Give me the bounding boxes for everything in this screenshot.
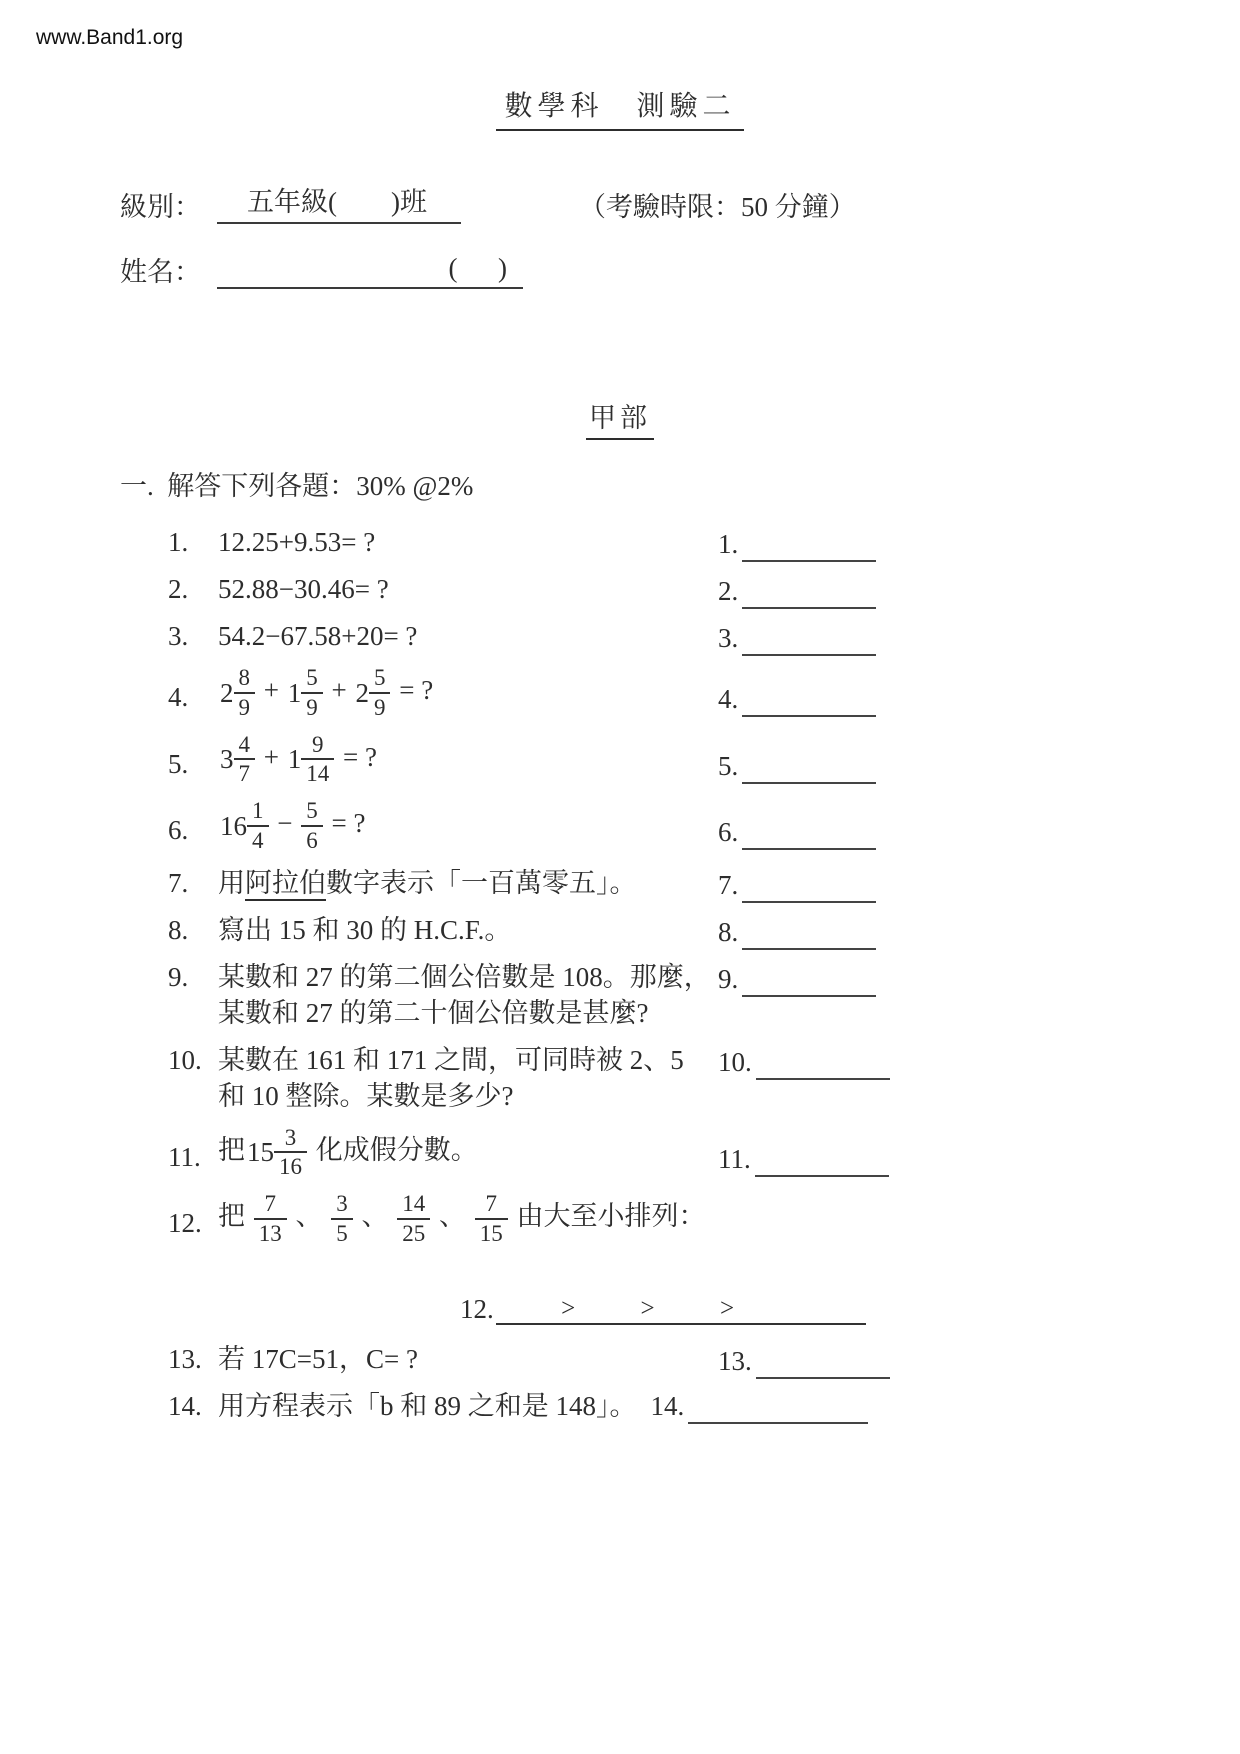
denominator: 6 [301, 825, 323, 854]
fraction-stack [234, 665, 256, 721]
question-row [120, 732, 1000, 788]
question-line [218, 665, 433, 721]
question-number: 11. [168, 1141, 201, 1172]
student-info-form [120, 180, 1120, 289]
question-number: 5. [168, 748, 189, 779]
answer-number: 3. [718, 623, 739, 653]
question-line [218, 1191, 706, 1247]
denominator: 14 [301, 758, 334, 787]
question-text: 12.25+9.53= ? [218, 527, 376, 557]
answer-blank [718, 748, 876, 784]
numerator: 4 [238, 731, 250, 757]
greater-than-sign: > [719, 1294, 735, 1322]
fraction [288, 665, 323, 721]
answer-line [742, 577, 876, 609]
fraction-stack [274, 1125, 307, 1181]
question-number: 14. [168, 1390, 202, 1421]
question-text: 若 17C=51，C= ? [218, 1343, 418, 1374]
numerator: 5 [306, 798, 318, 823]
question-body [218, 524, 375, 560]
question-number: 10. [168, 1044, 202, 1075]
question-text: 54.2−67.58+20= ? [218, 621, 418, 651]
question-line [218, 798, 365, 854]
question-text: 某數和 27 的第二個公倍數是 108。那麼， [218, 961, 711, 992]
question-row [120, 912, 1000, 948]
answer-number: 8. [718, 916, 739, 947]
answer-blank [718, 914, 876, 950]
question-row [120, 1125, 1000, 1181]
question-body [218, 1191, 706, 1247]
q12-answer-label: 12. [460, 1293, 494, 1324]
page-title: 數學科 測驗二 [496, 91, 743, 131]
whole-number: 2 [355, 677, 369, 708]
answer-number: 2. [718, 576, 739, 606]
question-number: 4. [168, 682, 189, 712]
numerator: 3 [284, 1124, 297, 1150]
answer-line [742, 818, 876, 850]
question-text: + [257, 674, 286, 705]
fraction [220, 798, 269, 854]
numerator: 3 [336, 1191, 348, 1216]
question-text: 和 10 整除。某數是多少? [218, 1080, 514, 1111]
answer-number: 1. [718, 529, 739, 559]
question-text: 某數和 27 的第二十個公倍數是甚麼? [218, 997, 649, 1028]
questions-list [120, 524, 1000, 1247]
fraction-stack [234, 732, 256, 788]
question-body [218, 959, 711, 1031]
question-text: = ? [324, 807, 366, 838]
fraction [220, 732, 255, 788]
answer-number: 9. [718, 963, 739, 994]
whole-number: 1 [287, 744, 302, 775]
question-line [218, 995, 711, 1031]
fraction-stack [397, 1191, 430, 1247]
whole-number: 1 [287, 677, 302, 708]
questions-list-tail [120, 1341, 1000, 1424]
question-body [218, 865, 637, 901]
question-text: = ? [392, 674, 434, 705]
answer-line [755, 1145, 889, 1177]
class-field-value: 五年級( )班 [247, 187, 427, 217]
question-row [120, 798, 1000, 854]
denominator: 5 [331, 1218, 353, 1247]
question-number: 8. [168, 914, 189, 945]
fraction [355, 665, 390, 721]
fraction [220, 665, 255, 721]
question-text: 用方程表示「b 和 89 之和是 148」。 [218, 1390, 637, 1421]
whole-number: 2 [220, 677, 234, 708]
answer-number: 13. [718, 1345, 752, 1376]
fraction [254, 1191, 287, 1247]
denominator: 9 [234, 692, 256, 721]
whole-number: 15 [247, 1137, 274, 1168]
question-row [120, 618, 1000, 654]
question-row [120, 524, 1000, 560]
answer-number: 14. [650, 1390, 685, 1421]
question-body [218, 1125, 478, 1181]
question-line [218, 959, 711, 995]
answer-line [742, 624, 876, 656]
question-text: − [270, 807, 300, 838]
answer-line [742, 871, 876, 903]
answer-line [742, 752, 876, 784]
question-number: 2. [168, 574, 189, 604]
denominator: 15 [475, 1218, 508, 1247]
numerator: 7 [264, 1191, 276, 1216]
fraction [475, 1191, 508, 1247]
answer-blank [718, 681, 876, 717]
answer-line [756, 1347, 890, 1379]
answer-number: 7. [718, 869, 739, 900]
answer-line [742, 685, 876, 717]
answer-blank [718, 867, 876, 903]
fraction [397, 1191, 430, 1247]
answer-number: 6. [718, 817, 739, 847]
answer-number: 10. [718, 1046, 752, 1077]
answer-line [688, 1392, 868, 1424]
question-line [218, 1341, 418, 1377]
fraction-stack [475, 1191, 508, 1247]
greater-than-sign: > [640, 1294, 655, 1322]
time-limit-note: （考驗時限：50 分鐘） [578, 192, 856, 222]
q12-answer-line [496, 1289, 866, 1325]
question-row [120, 1341, 1000, 1377]
question-line [218, 1042, 684, 1078]
question-body [218, 618, 417, 654]
answer-blank [718, 961, 876, 997]
answer-blank [718, 620, 876, 656]
question-text: 某數在 161 和 171 之間，可同時被 2、5 [218, 1044, 684, 1075]
fraction-stack [247, 798, 269, 854]
question-line [218, 1078, 684, 1114]
answer-blank [718, 814, 876, 850]
question-line [218, 524, 375, 560]
question-number: 9. [168, 961, 189, 992]
answer-blank [718, 1141, 889, 1177]
question-text: 把 [218, 1200, 252, 1231]
question-text: 52.88−30.46= ? [218, 574, 389, 604]
question-text: 用 [218, 867, 245, 898]
answer-line [742, 530, 876, 562]
fraction [288, 732, 335, 788]
question-line [218, 618, 417, 654]
question-body [218, 1388, 868, 1424]
question-row [120, 1388, 1000, 1424]
fraction-stack [301, 798, 323, 854]
numerator: 1 [252, 798, 264, 823]
question-text: 寫出 15 和 30 的 H.C.F.。 [218, 914, 512, 945]
questions-area [120, 524, 1000, 1435]
denominator: 16 [274, 1151, 307, 1180]
question-body [218, 732, 377, 788]
question-body [218, 1341, 418, 1377]
whole-number: 3 [220, 744, 234, 775]
section-title: 甲部 [586, 403, 654, 440]
q12-answer-row [460, 1289, 1000, 1325]
name-field-parens: ( ) [448, 253, 507, 283]
fraction-stack [301, 665, 323, 721]
question-row [120, 665, 1000, 721]
question-number: 1. [168, 527, 189, 557]
numerator: 5 [306, 665, 318, 690]
question-number: 3. [168, 621, 189, 651]
question-body [218, 798, 365, 854]
numerator: 9 [311, 731, 324, 757]
class-label: 級別： [120, 192, 201, 222]
question-text: 、 [354, 1200, 396, 1231]
denominator: 9 [369, 692, 391, 721]
answer-number: 4. [718, 684, 739, 714]
question-row [120, 571, 1000, 607]
class-field [217, 180, 461, 224]
question-row [120, 1042, 1000, 1114]
question-number: 7. [168, 867, 189, 898]
question-body [218, 665, 433, 721]
question-text: 由大至小排列： [509, 1200, 706, 1231]
answer-number: 5. [718, 750, 739, 781]
question-row [120, 865, 1000, 901]
title-row [0, 84, 1240, 124]
answer-line [756, 1048, 890, 1080]
answer-blank [718, 573, 876, 609]
section-title-row [0, 396, 1240, 435]
question-row [120, 1191, 1000, 1247]
question-line [218, 732, 377, 788]
site-url: www.Band1.org [36, 26, 184, 49]
answer-blank [718, 1044, 890, 1080]
fraction [331, 1191, 353, 1247]
question-text: 把 [218, 1134, 245, 1165]
greater-than-sign: > [561, 1294, 576, 1322]
denominator: 13 [254, 1218, 287, 1247]
underlined-text: 阿拉伯 [245, 868, 326, 901]
question-text: 化成假分數。 [309, 1134, 478, 1165]
question-body [218, 912, 511, 948]
answer-blank [718, 1343, 890, 1379]
question-text: 數字表示「一百萬零五」。 [326, 867, 637, 898]
question-line [218, 1388, 868, 1424]
name-label: 姓名： [120, 257, 201, 287]
answer-line [742, 965, 876, 997]
question-text: + [257, 741, 286, 772]
denominator: 25 [397, 1218, 430, 1247]
question-number: 6. [168, 815, 189, 845]
answer-number: 11. [718, 1143, 751, 1174]
fraction-stack [254, 1191, 287, 1247]
question-text: + [324, 674, 354, 705]
question-number: 13. [168, 1343, 202, 1374]
question-line [218, 912, 511, 948]
question-text: 、 [432, 1200, 473, 1231]
denominator: 9 [301, 692, 323, 721]
question-line [218, 1125, 478, 1181]
fraction-stack [369, 665, 391, 721]
numerator: 14 [402, 1191, 426, 1216]
denominator: 4 [247, 825, 269, 854]
question-body [218, 571, 389, 607]
numerator: 5 [373, 665, 386, 690]
instruction: 一. 解答下列各題：30% @2% [120, 471, 474, 501]
answer-line [742, 918, 876, 950]
numerator: 7 [485, 1191, 497, 1216]
name-row [120, 250, 1120, 289]
fraction [301, 798, 323, 854]
numerator: 8 [238, 665, 250, 690]
question-body [218, 1042, 684, 1114]
fraction-stack [301, 732, 334, 788]
denominator: 7 [234, 758, 256, 787]
question-text: = ? [336, 741, 377, 772]
fraction [247, 1125, 307, 1181]
question-line [218, 865, 637, 901]
whole-number: 16 [220, 810, 247, 841]
question-line [218, 571, 389, 607]
name-field [217, 253, 523, 289]
question-row [120, 959, 1000, 1031]
fraction-stack [331, 1191, 353, 1247]
answer-blank [718, 526, 876, 562]
question-number: 12. [168, 1208, 202, 1238]
question-text: 、 [288, 1200, 330, 1231]
class-row [120, 180, 1120, 224]
answer-blank [651, 1388, 869, 1424]
